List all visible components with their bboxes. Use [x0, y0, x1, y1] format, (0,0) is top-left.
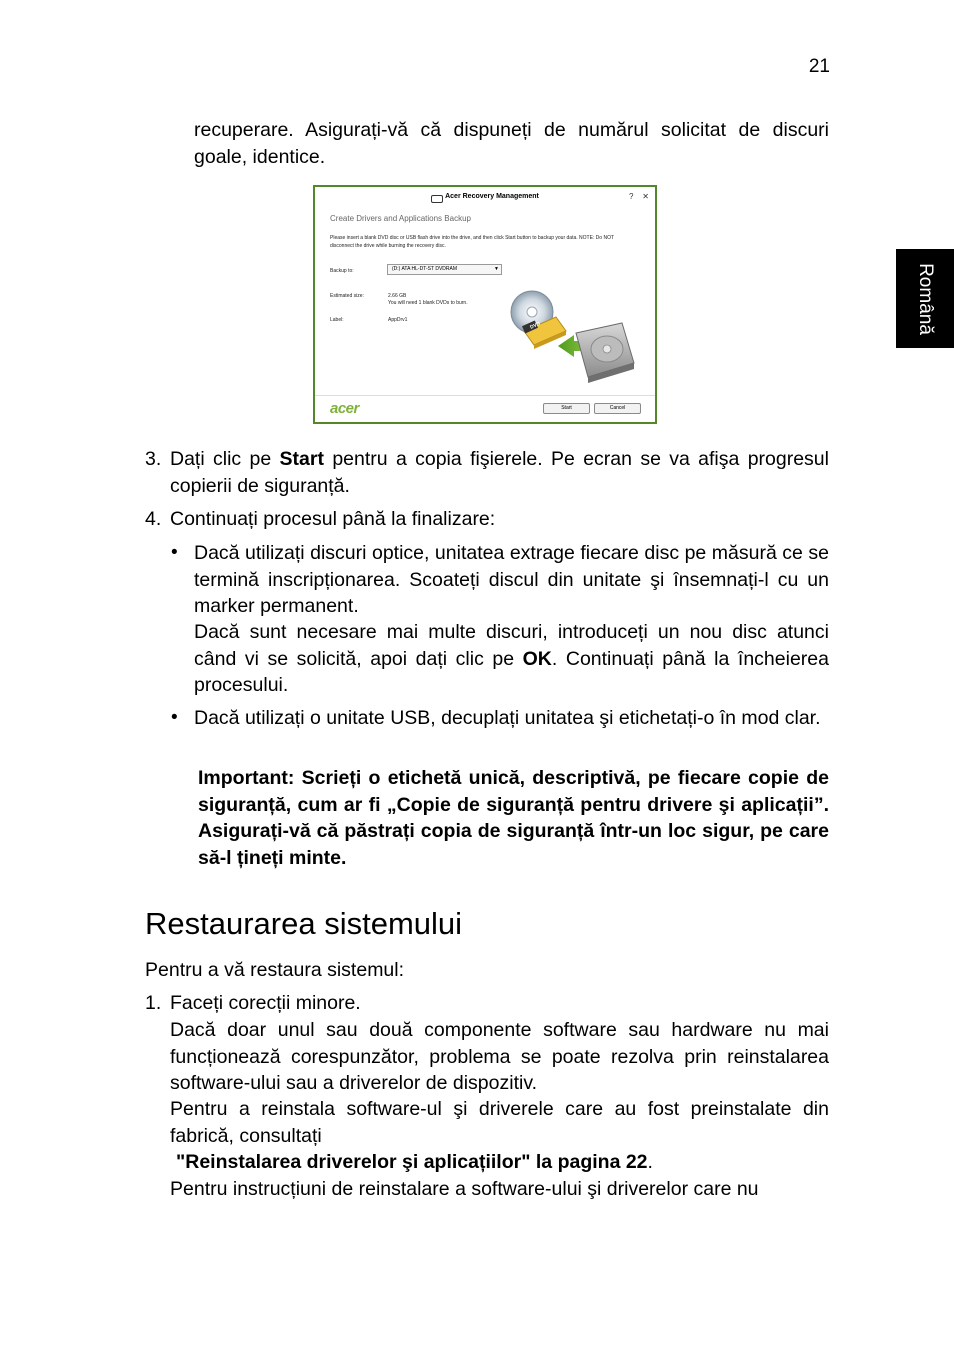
estimated-size-label: Estimated size: [330, 293, 364, 299]
reinstall-drivers-link[interactable]: "Reinstalarea driverelor şi aplicațiilor" la pagina 22 [176, 1151, 648, 1173]
bullet-1-text-b [194, 619, 829, 699]
dvd-to-drive-illustration [508, 289, 638, 384]
bullet-1-b-pre: Dacă sunt necesare mai multe discuri, introduceți un nou disc atunci când vi se solicită, apoi dați clic pe [194, 621, 829, 670]
language-tab [896, 249, 954, 348]
label-value: AppDrv1 [388, 317, 408, 323]
dialog-heading: Create Drivers and Applications Backup [330, 214, 471, 223]
recovery-screenshot [313, 185, 657, 424]
section-heading: Restaurarea sistemului [145, 906, 463, 941]
cancel-button[interactable]: Cancel [594, 403, 641, 414]
bullet-2-text: Dacă utilizați o unitate USB, decuplați unitatea şi etichetați-o în mod clar. [194, 707, 821, 729]
step-3-post: pentru a copia fişierele. Pe ecran se va afişa progresul copierii de siguranță. [170, 448, 829, 497]
hard-drive-icon [576, 323, 634, 383]
backup-to-label: Backup to: [330, 268, 354, 274]
estimated-size-value: 2.66 GB [388, 293, 407, 299]
step-1-reference [176, 1149, 829, 1176]
section-intro: Pentru a vă restaura sistemul: [145, 959, 405, 981]
window-controls [629, 187, 649, 206]
step-3-text [170, 446, 829, 499]
acer-logo: acer [330, 400, 359, 417]
step-3-number: 3. [145, 448, 162, 470]
important-note: Important: Scrieți o etichetă unică, descriptivă, pe fiecare copie de siguranță, cum ar fi „Copie de siguranță pentru drivere şi aplicații”. Asigurați-vă că păstrați copia de siguranță într-un loc sigur, pe care să-l țineți minte. [198, 767, 829, 869]
bullet-1-b-bold: OK [522, 647, 552, 670]
close-icon[interactable]: ✕ [642, 192, 649, 201]
page-number: 21 [808, 56, 830, 77]
backup-target-dropdown[interactable] [387, 264, 502, 275]
bullet-1-text-a: Dacă utilizați discuri optice, unitatea extrage fiecare disc pe măsură ce se termină inscripționarea. Scoateți discul din unitate şi însemnați-l cu un marker permanent. [194, 542, 829, 617]
help-icon[interactable]: ? [628, 192, 634, 201]
step-1-reference-end: . [647, 1151, 653, 1173]
window-title-bar [315, 187, 655, 205]
bullet-1-marker: • [171, 542, 178, 563]
chevron-down-icon: ▼ [494, 266, 499, 272]
step-1-paragraph-2: Pentru a reinstala software-ul şi driverele care au fost preinstalate din fabrică, consultați [170, 1098, 829, 1147]
dialog-footer [315, 395, 655, 422]
dialog-description: Please insert a blank DVD disc or USB flash drive into the drive, and then click Start button to backup your data. NOTE: Do NOT disconnect the drive while burning the recovery disc. [330, 235, 614, 249]
step-1-paragraph-3: Pentru instrucțiuni de reinstalare a software-ului şi driverelor care nu [170, 1178, 759, 1200]
step-1-title: Faceți corecții minore. [170, 992, 361, 1014]
window-title: Acer Recovery Management [431, 193, 539, 200]
backup-target-value: (D:) ATA HL-DT-ST DVDRAM [392, 266, 458, 272]
step-4-number: 4. [145, 508, 162, 530]
step-3-bold: Start [279, 448, 324, 470]
dvd-badge: DVD [529, 320, 542, 331]
step-4-text: Continuați procesul până la finalizare: [170, 508, 496, 530]
start-button[interactable]: Start [543, 403, 590, 414]
language-tab-label: Română [915, 262, 936, 335]
step-3-pre: Dați clic pe [170, 448, 280, 470]
estimated-size-note: You will need 1 blank DVDs to burn. [388, 300, 468, 306]
bullet-2-marker: • [171, 707, 178, 728]
step-1-paragraph-1: Dacă doar unul sau două componente software sau hardware nu mai funcționează corespunzător, problema se poate rezolva prin reinstalarea software-ului sau a driverelor de dispozitiv. [170, 1019, 829, 1094]
step-1-number: 1. [145, 992, 162, 1014]
label-label: Label: [330, 317, 344, 323]
bullet-1-b-post: . Continuați până la încheierea procesului. [194, 647, 829, 696]
intro-paragraph: recuperare. Asigurați-vă că dispuneți de numărul solicitat de discuri goale, identice. [194, 119, 829, 168]
